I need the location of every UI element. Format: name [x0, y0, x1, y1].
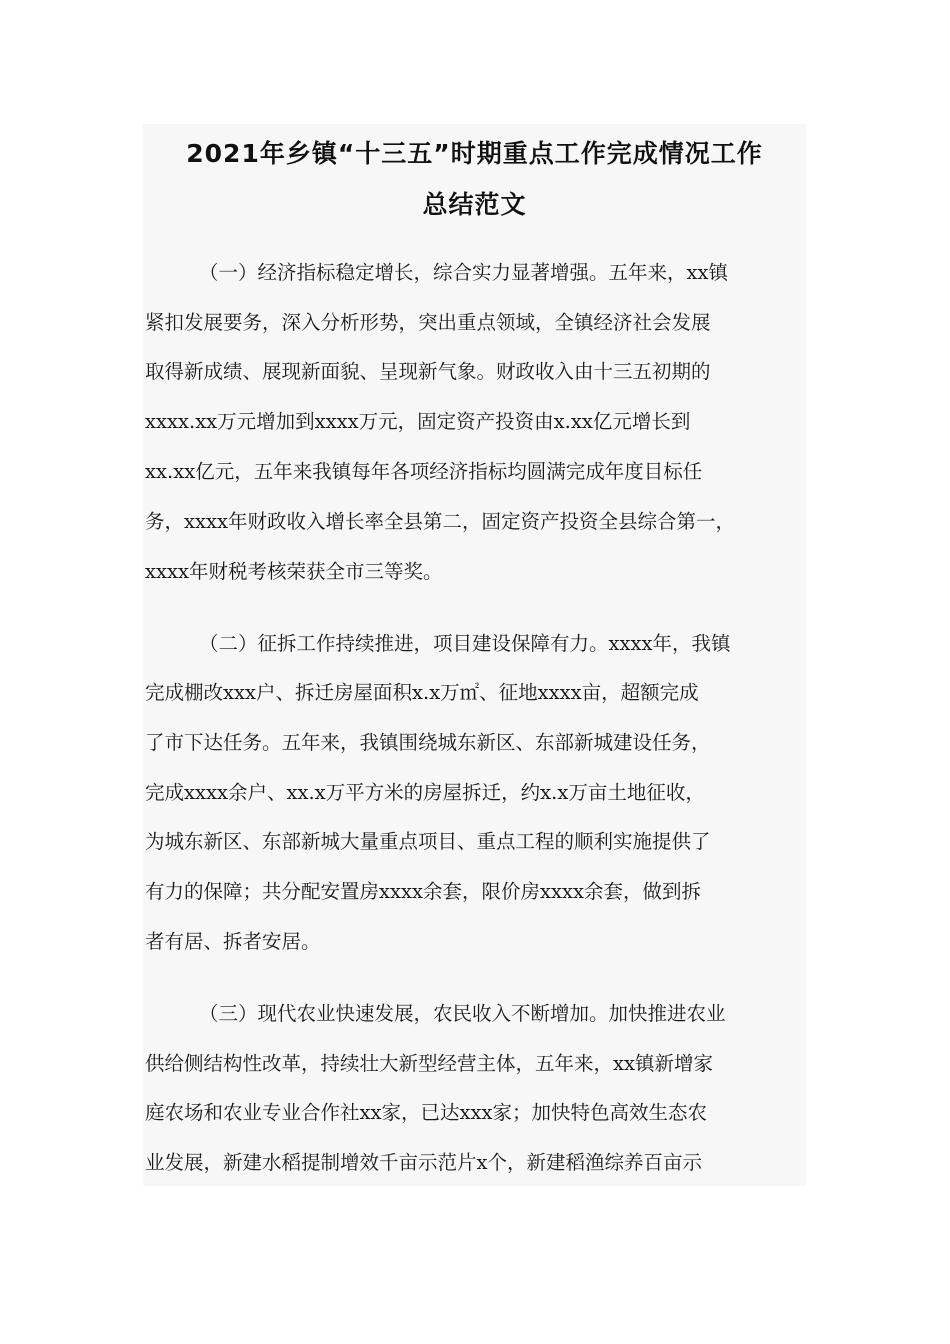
- paragraph-1-line-4: xxxx.xx万元增加到xxxx万元，固定资产投资由x.xx亿元增长到: [145, 410, 691, 433]
- paragraph-3-line-1: （三）现代农业快速发展，农民收入不断增加。加快推进农业: [199, 1002, 726, 1025]
- paragraph-1-line-1: （一）经济指标稳定增长，综合实力显著增强。五年来，xx镇: [199, 261, 728, 284]
- paragraph-1-line-5: xx.xx亿元，五年来我镇每年各项经济指标均圆满完成年度目标任: [145, 460, 703, 483]
- paragraph-2-line-5: 为城东新区、东部新城大量重点项目、重点工程的顺利实施提供了: [145, 830, 711, 853]
- document-title-line-2: 总结范文: [422, 190, 527, 219]
- paragraph-3-line-3: 庭农场和农业专业合作社xx家，已达xxx家；加快特色高效生态农: [145, 1101, 707, 1124]
- paragraph-1-line-2: 紧扣发展要务，深入分析形势，突出重点领域，全镇经济社会发展: [145, 311, 711, 334]
- paragraph-3-line-4: 业发展，新建水稻提制增效千亩示范片x个，新建稻渔综养百亩示: [145, 1151, 702, 1174]
- paragraph-2-line-1: （二）征拆工作持续推进，项目建设保障有力。xxxx年，我镇: [199, 632, 731, 655]
- paragraph-1-line-6: 务，xxxx年财政收入增长率全县第二，固定资产投资全县综合第一，: [145, 510, 735, 533]
- document-title-line-1: 2021年乡镇“十三五”时期重点工作完成情况工作: [186, 139, 763, 168]
- paragraph-2-line-7: 者有居、拆者安居。: [145, 930, 321, 953]
- paragraph-1-line-3: 取得新成绩、展现新面貌、呈现新气象。财政收入由十三五初期的: [145, 360, 711, 383]
- paragraph-2-line-2: 完成棚改xxx户、拆迁房屋面积x.x万㎡、征地xxxx亩，超额完成: [145, 681, 699, 704]
- paragraph-3-line-2: 供给侧结构性改革，持续壮大新型经营主体，五年来，xx镇新增家: [145, 1052, 713, 1075]
- paragraph-2-line-6: 有力的保障；共分配安置房xxxx余套，限价房xxxx余套，做到拆: [145, 880, 701, 903]
- paragraph-2-line-3: 了市下达任务。五年来，我镇围绕城东新区、东部新城建设任务，: [145, 731, 711, 754]
- paragraph-1-line-7: xxxx年财税考核荣获全市三等奖。: [145, 560, 443, 583]
- paragraph-2-line-4: 完成xxxx余户、xx.x万平方米的房屋拆迁，约x.x万亩土地征收，: [145, 781, 705, 804]
